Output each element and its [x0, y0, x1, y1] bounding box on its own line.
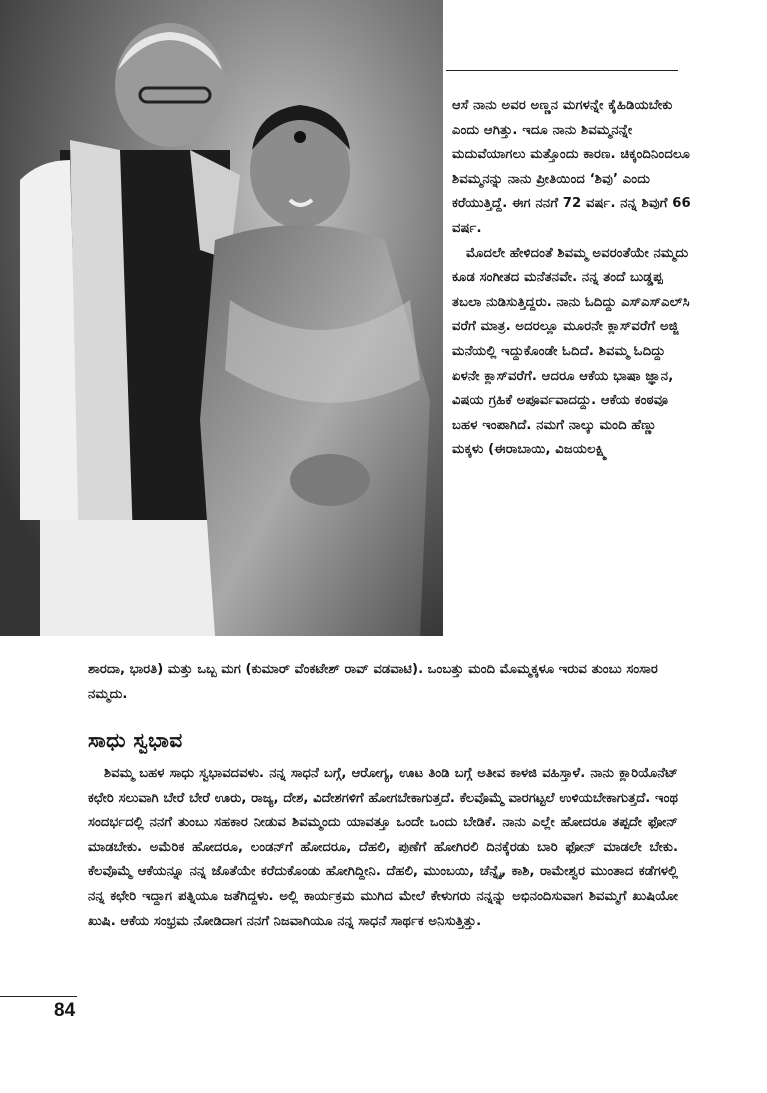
- paragraph: ಆಸೆ ನಾನು ಅವರ ಅಣ್ಣನ ಮಗಳನ್ನೇ ಕೈಹಿಡಿಯಬೇಕು ಎಂದು ಆಗಿತ್ತು. ಇದೂ ನಾನು ಶಿವಮ್ಮನನ್ನೇ ಮದುವೆಯಾಗಲು ಮತ್ತೊಂದು ಕಾರಣ. ಚಿಕ್ಕಂದಿನಿಂದಲೂ ಶಿವಮ್ಮನನ್ನು ನಾನು ಪ್ರೀತಿಯಿಂದ ‘ಶಿವು’ ಎಂದು ಕರೆಯುತ್ತಿದ್ದೆ. ಈಗ ನನಗೆ 72 ವರ್ಷ. ನನ್ನ ಶಿವುಗೆ 66 ವರ್ಷ.: [452, 98, 691, 236]
- footer-rule: [0, 996, 77, 997]
- paragraph: ಶಾರದಾ, ಭಾರತಿ) ಮತ್ತು ಒಬ್ಬ ಮಗ (ಕುಮಾರ್ ವೆಂಕಟೇಶ್ ರಾವ್ ವಡವಾಟಿ). ಒಂಬತ್ತು ಮಂದಿ ಮೊಮ್ಮಕ್ಕಳೂ ಇರುವ ತುಂಬು ಸಂಸಾರ ನಮ್ಮದು.: [88, 662, 658, 702]
- full-width-text: [88, 658, 678, 707]
- paragraph: ಶಿವಮ್ಮ ಬಹಳ ಸಾಧು ಸ್ವಭಾವದವಳು. ನನ್ನ ಸಾಧನೆ ಬಗ್ಗೆ, ಆರೋಗ್ಯ, ಊಟ ತಿಂಡಿ ಬಗ್ಗೆ ಅತೀವ ಕಾಳಜಿ ವಹಿಸ್ತಾಳೆ. ನಾನು ಕ್ಲಾರಿಯೊನೆಟ್ ಕಛೇರಿ ಸಲುವಾಗಿ ಬೇರೆ ಬೇರೆ ಊರು, ರಾಜ್ಯ, ದೇಶ, ವಿದೇಶಗಳಿಗೆ ಹೋಗಬೇಕಾಗುತ್ತದೆ. ಕೆಲವೊಮ್ಮೆ ವಾರಗಟ್ಟಲೆ ಉಳಿಯಬೇಕಾಗುತ್ತದೆ. ಇಂಥ ಸಂದರ್ಭದಲ್ಲಿ ನನಗೆ ತುಂಬು ಸಹಕಾರ ನೀಡುವ ಶಿವಮ್ಮಂದು ಯಾವತ್ತೂ ಒಂದೇ ಒಂದು ಬೇಡಿಕೆ. ನಾನು ಎಲ್ಲೇ ಹೋದರೂ ತಪ್ಪದೇ ಫೋನ್ ಮಾಡಬೇಕು. ಅಮೆರಿಕ ಹೋದರೂ, ಲಂಡನ್‌ಗೆ ಹೋದರೂ, ದೆಹಲಿ, ಪುಣೆಗೆ ಹೋಗಿರಲಿ ದಿನಕ್ಕೆರಡು ಬಾರಿ ಫೋನ್ ಮಾಡಲೇ ಬೇಕು. ಕೆಲವೊಮ್ಮೆ ಆಕೆಯನ್ನೂ ನನ್ನ ಜೊತೆಯೇ ಕರೆದುಕೊಂಡು ಹೋಗಿದ್ದೀನಿ. ದೆಹಲಿ, ಮುಂಬಯಿ, ಚೆನ್ನೈ, ಕಾಶಿ, ರಾಮೇಶ್ವರ ಮುಂತಾದ ಕಡೆಗಳಲ್ಲಿ ನನ್ನ ಕಛೇರಿ ಇದ್ದಾಗ ಪತ್ನಿಯೂ ಜತೆಗಿದ್ದಳು. ಅಲ್ಲಿ ಕಾರ್ಯಕ್ರಮ ಮುಗಿದ ಮೇಲೆ ಕೇಳುಗರು ನನ್ನನ್ನು ಅಭಿನಂದಿಸುವಾಗ ಶಿವಮ್ಮಗೆ ಖುಷಿಯೋ ಖುಷಿ. ಆಕೆಯ ಸಂಭ್ರಮ ನೋಡಿದಾಗ ನನಗೆ ನಿಜವಾಗಿಯೂ ನನ್ನ ಸಾಧನೆ ಸಾರ್ಥಕ ಅನಿಸುತ್ತಿತ್ತು.: [88, 766, 678, 929]
- narrow-column-text: [452, 94, 692, 463]
- page-number: 84: [54, 1000, 76, 1021]
- paragraph: ಮೊದಲೇ ಹೇಳಿದಂತೆ ಶಿವಮ್ಮ ಅವರಂತೆಯೇ ನಮ್ಮದು ಕೂಡ ಸಂಗೀತದ ಮನೆತನವೇ. ನನ್ನ ತಂದೆ ಬುಡ್ಡಪ್ಪ ತಬಲಾ ನುಡಿಸುತ್ತಿದ್ದರು. ನಾನು ಓದಿದ್ದು ಎಸ್‌ಎಸ್‌ಎಲ್‌ಸಿ ವರೆಗೆ ಮಾತ್ರ. ಅದರಲ್ಲೂ ಮೂರನೇ ಕ್ಲಾಸ್‌ವರೆಗೆ ಅಜ್ಜಿ ಮನೆಯಲ್ಲಿ ಇದ್ದುಕೊಂಡೇ ಓದಿದೆ. ಶಿವಮ್ಮ ಓದಿದ್ದು ಏಳನೇ ಕ್ಲಾಸ್‌ವರೆಗೆ. ಆದರೂ ಆಕೆಯ ಭಾಷಾ ಜ್ಞಾನ, ವಿಷಯ ಗ್ರಹಿಕೆ ಅಪೂರ್ವವಾದದ್ದು. ಆಕೆಯ ಕಂಠವೂ ಬಹಳ ಇಂಪಾಗಿದೆ. ನಮಗೆ ನಾಲ್ಕು ಮಂದಿ ಹೆಣ್ಣು ಮಕ್ಕಳು (ಈರಾಬಾಯಿ, ವಿಜಯಲಕ್ಷ್ಮಿ: [452, 245, 690, 458]
- couple-photo-illustration: [0, 0, 443, 636]
- section-body: [88, 762, 678, 934]
- section-heading: ಸಾಧು ಸ್ವಭಾವ: [88, 728, 183, 752]
- top-rule: [446, 70, 678, 71]
- couple-photo: [0, 0, 443, 636]
